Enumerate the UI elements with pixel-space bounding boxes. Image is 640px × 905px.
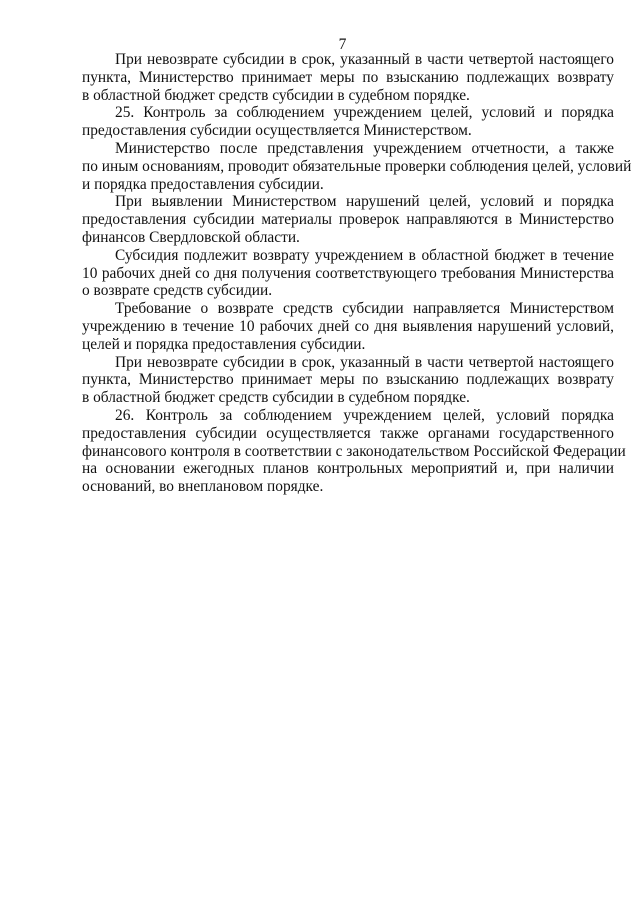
text-line: финансового контроля в соответствии с законодательством Российской Федерации xyxy=(82,442,626,460)
text-line: оснований, во внеплановом порядке. xyxy=(82,478,324,496)
text-line: 25. Контроль за соблюдением учреждением целей, условий и порядка xyxy=(115,104,614,122)
text-line: предоставления субсидии осуществляется Министерством. xyxy=(82,122,472,140)
text-line: Министерство после представления учреждением отчетности, а также xyxy=(115,139,614,157)
text-line: 10 рабочих дней со дня получения соответствующего требования Министерства xyxy=(82,264,614,282)
page-number: 7 xyxy=(338,36,347,53)
text-line: Субсидия подлежит возврату учреждением в областной бюджет в течение xyxy=(115,246,614,264)
text-line: в областной бюджет средств субсидии в судебном порядке. xyxy=(82,389,470,407)
text-line: на основании ежегодных планов контрольных мероприятий и, при наличии xyxy=(82,460,614,478)
text-line: При невозврате субсидии в срок, указанный в части четвертой настоящего xyxy=(115,353,614,371)
paragraph xyxy=(82,300,614,353)
text-line: При выявлении Министерством нарушений целей, условий и порядка xyxy=(115,193,614,211)
paragraph xyxy=(82,139,632,193)
paragraph xyxy=(82,51,614,104)
text-line: предоставления субсидии осуществляется также органами государственного xyxy=(82,424,614,442)
paragraph xyxy=(82,247,614,300)
text-line: учреждению в течение 10 рабочих дней со дня выявления нарушений условий, xyxy=(82,317,614,335)
text-line: о возврате средств субсидии. xyxy=(82,282,273,300)
text-line: пункта, Министерство принимает меры по взысканию подлежащих возврату xyxy=(82,68,614,86)
text-line: целей и порядка предоставления субсидии. xyxy=(82,335,366,353)
text-line: финансов Свердловской области. xyxy=(82,228,300,246)
text-line: пункта, Министерство принимает меры по взысканию подлежащих возврату xyxy=(82,371,614,389)
paragraph xyxy=(82,193,614,246)
text-line: по иным основаниям, проводит обязательные проверки соблюдения целей, условий xyxy=(82,157,632,175)
text-line: предоставления субсидии материалы проверок направляются в Министерство xyxy=(82,211,614,229)
paragraph xyxy=(82,354,614,407)
text-line: Требование о возврате средств субсидии направляется Министерством xyxy=(115,300,614,318)
text-line: При невозврате субсидии в срок, указанный в части четвертой настоящего xyxy=(115,51,614,68)
text-line: 26. Контроль за соблюдением учреждением целей, условий порядка xyxy=(115,406,614,424)
paragraph xyxy=(82,406,626,496)
paragraph xyxy=(82,104,614,140)
text-line: и порядка предоставления субсидии. xyxy=(82,175,324,193)
document-body xyxy=(82,51,632,496)
text-line: в областной бюджет средств субсидии в судебном порядке. xyxy=(82,86,470,104)
